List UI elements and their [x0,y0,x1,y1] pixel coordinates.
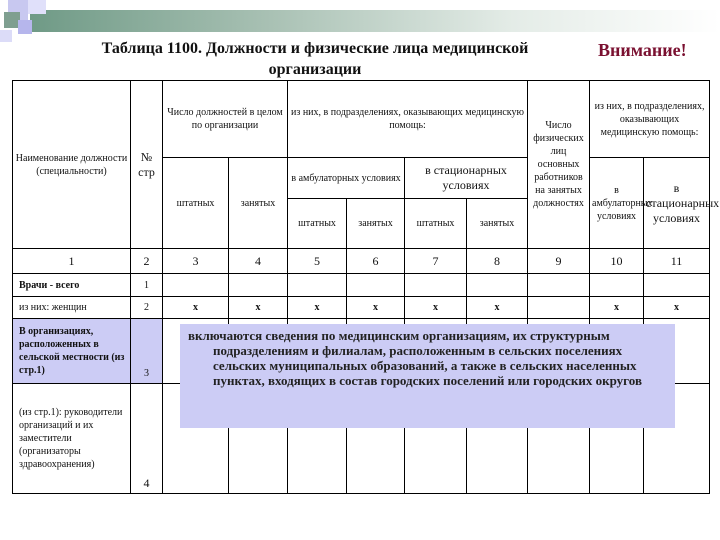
header-inpatient: в стационарных условиях [405,158,528,199]
decor-square [28,0,46,14]
cell[interactable] [590,274,644,297]
cell: x [644,297,710,319]
header-banner [30,10,720,32]
header-persons: Число физических лиц основных работников на занятых должностях [528,81,590,249]
col-number: 11 [644,249,710,274]
cell: x [288,297,347,319]
page-title: Таблица 1100. Должности и физические лица медицинской организации [101,40,529,78]
cell[interactable] [528,297,590,319]
header-staff: штатных [163,158,229,249]
header-name: Наименование должности (специальности) [13,81,131,249]
col-number: 3 [163,249,229,274]
table-row [13,274,710,297]
header-amb-staff: штатных [288,199,347,249]
row-name: из них: женщин [13,297,131,319]
cell[interactable] [163,274,229,297]
decor-square [18,20,32,34]
cell: x [590,297,644,319]
header-inp-occupied: занятых [467,199,528,249]
col-number: 2 [131,249,163,274]
cell: x [467,297,528,319]
cell[interactable] [347,274,405,297]
col-number: 6 [347,249,405,274]
row-no: 2 [131,297,163,319]
header-amb-occupied: занятых [347,199,405,249]
cell: x [229,297,288,319]
col-number: 1 [13,249,131,274]
header-occupied: занятых [229,158,288,249]
cell[interactable] [528,274,590,297]
header-total-positions: Число должностей в целом по организации [163,81,288,158]
col-number: 9 [528,249,590,274]
row-no: 1 [131,274,163,297]
note-text: включаются сведения по медицинским организациям, их структурным подразделениям и филиалам, расположенным в сельских поселениях сельских муниципальных образований, а также в сельских населенных пунктах, входящих в состав городских поселений или городских округов [188,328,642,388]
cell[interactable] [644,274,710,297]
decor-square [0,30,12,42]
col-number: 5 [288,249,347,274]
warning-label: Внимание! [598,40,687,60]
column-numbers-row [13,249,710,274]
cell: x [347,297,405,319]
row-no: 4 [131,384,163,494]
row-no: 3 [131,319,163,384]
col-number: 4 [229,249,288,274]
row-name: В организациях, расположенных в сельской местности (из стр.1) [13,319,131,384]
col-number: 7 [405,249,467,274]
col-number: 10 [590,249,644,274]
positions-table [12,80,720,494]
cell[interactable] [288,274,347,297]
header-persons-inpatient: в стационарных условиях [644,158,710,249]
header-row-no: № стр [131,81,163,249]
row-name: (из стр.1): руководители организаций и их заместители (организаторы здравоохранения) [13,384,131,494]
header-persons-ambulatory: в амбулаторных условиях [590,158,644,249]
cell[interactable] [229,274,288,297]
cell[interactable] [467,274,528,297]
header-ambulatory: в амбулаторных условиях [288,158,405,199]
cell: x [405,297,467,319]
header-persons-units: из них, в подразделениях, оказывающих медицинскую помощь: [590,81,710,158]
col-number: 8 [467,249,528,274]
cell: x [163,297,229,319]
header-in-units: из них, в подразделениях, оказывающих медицинскую помощь: [288,81,528,158]
cell[interactable] [405,274,467,297]
row-name: Врачи - всего [13,274,131,297]
header-inp-staff: штатных [405,199,467,249]
note-callout [180,324,675,428]
table-row [13,297,710,319]
